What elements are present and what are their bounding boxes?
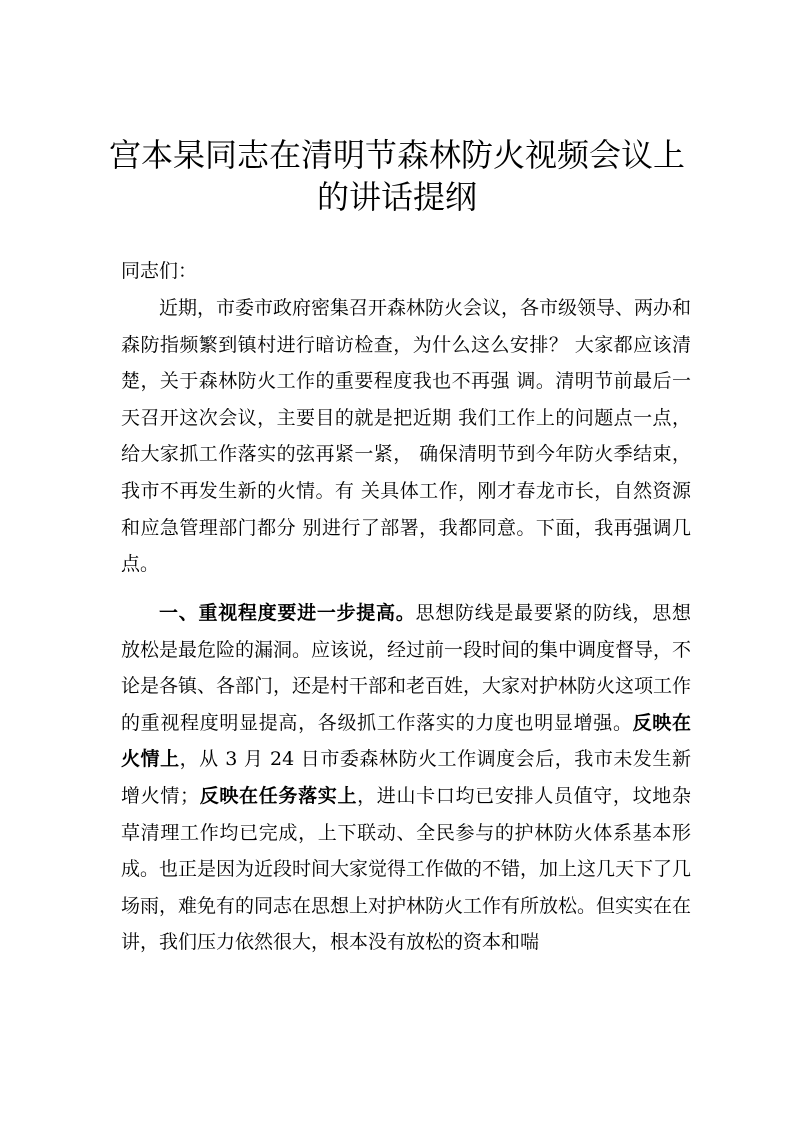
paragraph-text: ，从 3 月 24 日市委森林防火工作调度会后，我市未发生新增火情； [121, 748, 691, 807]
salutation: 同志们： [121, 260, 198, 282]
paragraph-section-1 [121, 595, 691, 961]
document-title-line-1: 宫本杲同志在清明节森林防火视频会议上 [108, 136, 685, 174]
paragraph-intro: 近期，市委市政府密集召开森林防火会议，各市级领导、两办和森防指频繁到镇村进行暗访检查，为什么这么安排？ 大家都应该清楚，关于森林防火工作的重要程度我也不再强 调。清明节前最后一天召开这次会议，主要目的就是把近期 我们工作上的问题点一点，给大家抓工作落实的弦再紧一紧， 确保清明节到今年防火季结束，我市不再发生新的火情。有 关具体工作，刚才春龙市长，自然资源和应急管理部门都分 别进行了部署，我都同意。下面，我再强调几点。 [121, 297, 692, 576]
emphasis-task-implementation: 反映在任务落实上 [199, 784, 358, 807]
document-title-line-2: 的讲话提纲 [316, 178, 477, 216]
paragraph-text: ，进山卡口均已安排人员值守，坟地杂草清理工作均已完成，上下联动、全民参与的护林防火体系基本形成。也正是因为近段时间大家觉得工作做的不错，加上这几天下了几场雨，难免有的同志在思想上对护林防火工作有所放松。但实实在在讲，我们压力依然很大，根本没有放松的资本和喘 [121, 784, 692, 954]
section-heading: 一、重视程度要进一步提高。 [159, 602, 416, 624]
emphasis-fire-situation: 反映在火情上 [121, 711, 691, 771]
paragraph-text: 思想防线是最要紧的防线，思想放松是最危险的漏洞。应该说，经过前一段时间的集中调度督导，不论是各镇、各部门，还是村干部和老百姓，大家对护林防火这项工作的重视程度明显提高，各级抓工作落实的力度也明显增强。 [121, 602, 692, 734]
